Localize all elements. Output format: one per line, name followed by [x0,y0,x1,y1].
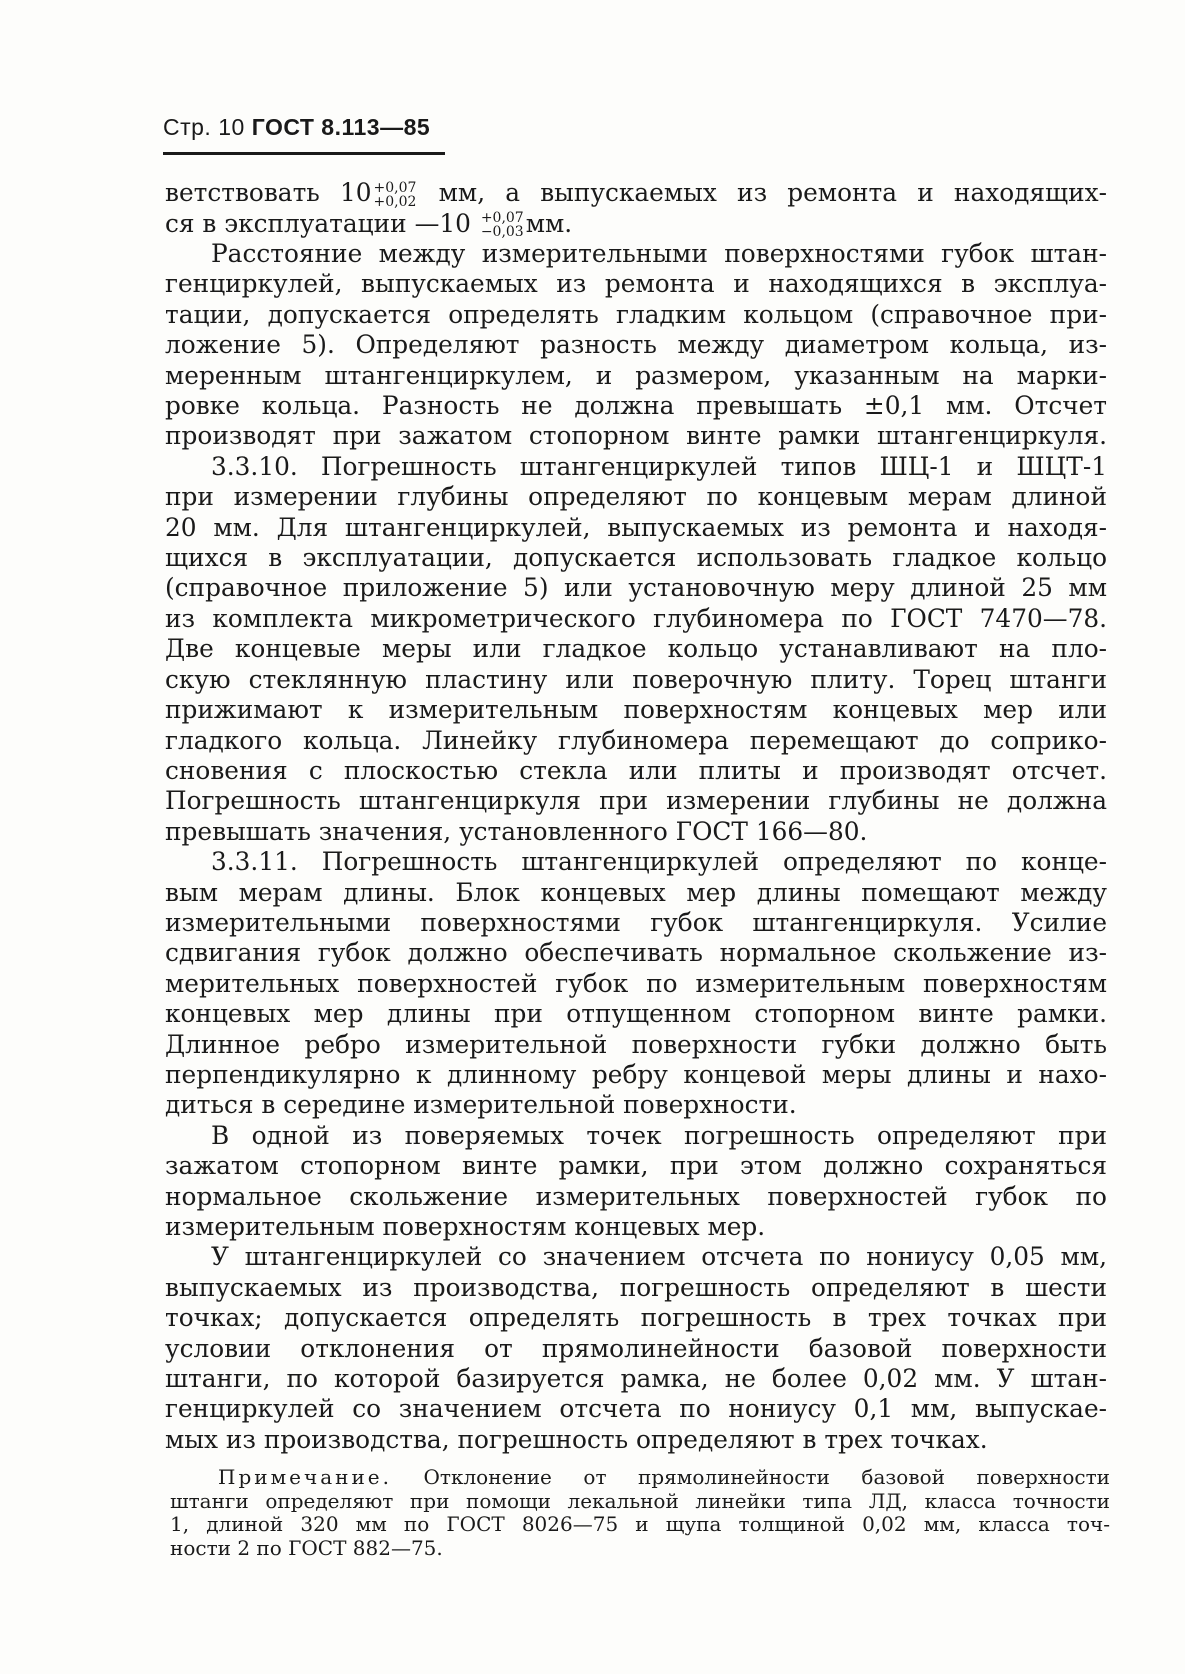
paragraph-one-point [165,1121,1107,1243]
tolerance: +0,07 +0,02 [373,179,417,210]
text-line: вым мерам длины. Блок концевых мер длины помещают между [165,877,1107,907]
text-line: сдвигания губок должно обеспечивать нормальное скольжение из- [165,938,1107,968]
text-line: Расстояние между измерительными поверхностями губок штан- [211,239,1107,268]
note-label: Примечание. [218,1465,392,1489]
text-line: прижимают к измерительным поверхностям концевых мер или [165,695,1107,725]
text-line: скую стеклянную пластину или поверочную плиту. Торец штанги [165,664,1107,694]
text-line: точках; допускается определять погрешность в трех точках при [165,1303,1107,1333]
text-line: генциркулей, выпускаемых из ремонта и находящихся в эксплуа- [165,269,1107,299]
page-header [163,114,430,141]
text-line: 3.3.11. Погрешность штангенциркулей определяют по конце- [211,847,1107,877]
note-line: 1, длиной 320 мм по ГОСТ 8026—75 и щупа толщиной 0,02 мм, класса точ- [170,1512,1110,1536]
text-line: зажатом стопорном винте рамки, при этом должно сохраняться [165,1151,1107,1181]
text-line: перпендикулярно к длинному ребру концевой меры длины и нахо- [165,1059,1107,1089]
text-line: мерительных поверхностей губок по измерительным поверхностям [165,968,1107,998]
text-line: мых из производства, погрешность определяют в трех точках. [165,1424,988,1454]
text-line: ровке кольца. Разность не должна превышать ±0,1 мм. Отсчет [165,391,1107,421]
text-line: превышать значения, установленного ГОСТ 166—80. [165,816,868,846]
paragraph-3-3-10 [165,452,1107,847]
text-line: Погрешность штангенциркуля при измерении глубины не должна [165,786,1107,816]
tolerance: +0,07 −0,03 [480,210,524,240]
standard-number: ГОСТ 8.113—85 [251,114,431,140]
text-line: ветствовать 10 +0,07 +0,02 мм, а выпускаемых из ремонта и находящих- [165,178,1107,210]
text-line: тации, допускается определять гладким кольцом (справочное при- [165,299,1107,329]
paragraph-3-3-11 [165,847,1107,1121]
note-line: Примечание. Отклонение от прямолинейности базовой поверхности [218,1465,1110,1489]
text-line: условии отклонения от прямолинейности базовой поверхности [165,1333,1107,1363]
text-line: измерительным поверхностям концевых мер. [165,1212,766,1241]
text-line: производят при зажатом стопорном винте рамки штангенциркуля. [165,421,1107,451]
text-line: ложение 5). Определяют разность между диаметром кольца, из- [165,330,1107,360]
text-line: измерительными поверхностями губок штангенциркуля. Усилие [165,907,1107,937]
note-line: ности 2 по ГОСТ 882—75. [170,1535,443,1560]
text-line: выпускаемых из производства, погрешность определяют в шести [165,1272,1107,1302]
text-line: Две концевые меры или гладкое кольцо устанавливают на пло- [165,634,1107,664]
text-line: (справочное приложение 5) или установочную меру длиной 25 мм [165,573,1107,603]
paragraph-continuation [165,178,1107,239]
text-line: из комплекта микрометрического глубиномера по ГОСТ 7470—78. [165,603,1107,633]
text-line: нормальное скольжение измерительных поверхностей губок по [165,1181,1107,1211]
text-line: меренным штангенциркулем, и размером, указанным на марки- [165,360,1107,390]
paragraph-ring-method [165,239,1107,452]
header-rule [163,152,445,155]
text-line: Длинное ребро измерительной поверхности губки должно быть [165,1029,1107,1059]
text-line: ся в эксплуатации —10 +0,07 −0,03 мм. [165,208,573,240]
text-line: концевых мер длины при отпущенном стопорном винте рамки. [165,999,1107,1029]
text-line: щихся в эксплуатации, допускается использовать гладкое кольцо [165,543,1107,573]
text-line: сновения с плоскостью стекла или плиты и производят отсчет. [165,755,1107,785]
note-line: штанги определяют при помощи лекальной линейки типа ЛД, класса точности [170,1488,1110,1513]
text-line: при измерении глубины определяют по концевым мерам длиной [165,482,1107,512]
text-line: штанги, по которой базируется рамка, не более 0,02 мм. У штан- [165,1364,1107,1394]
text-line: У штангенциркулей со значением отсчета по нониусу 0,05 мм, [211,1242,1107,1272]
text-line: В одной из поверяемых точек погрешность определяют при [211,1120,1107,1150]
text-line: 20 мм. Для штангенциркулей, выпускаемых из ремонта и находя- [165,512,1107,542]
text-line: диться в середине измерительной поверхности. [165,1090,797,1120]
page-number: Стр. 10 [163,114,245,140]
text-line: гладкого кольца. Линейку глубиномера перемещают до соприко- [165,725,1107,755]
paragraph-vernier [165,1242,1107,1455]
text-line: 3.3.10. Погрешность штангенциркулей типов ШЦ-1 и ШЦТ-1 [211,451,1107,481]
text-line: генциркулей со значением отсчета по нониусу 0,1 мм, выпускае- [165,1394,1107,1424]
footnote-note [170,1466,1110,1560]
body-text [165,178,1107,1455]
